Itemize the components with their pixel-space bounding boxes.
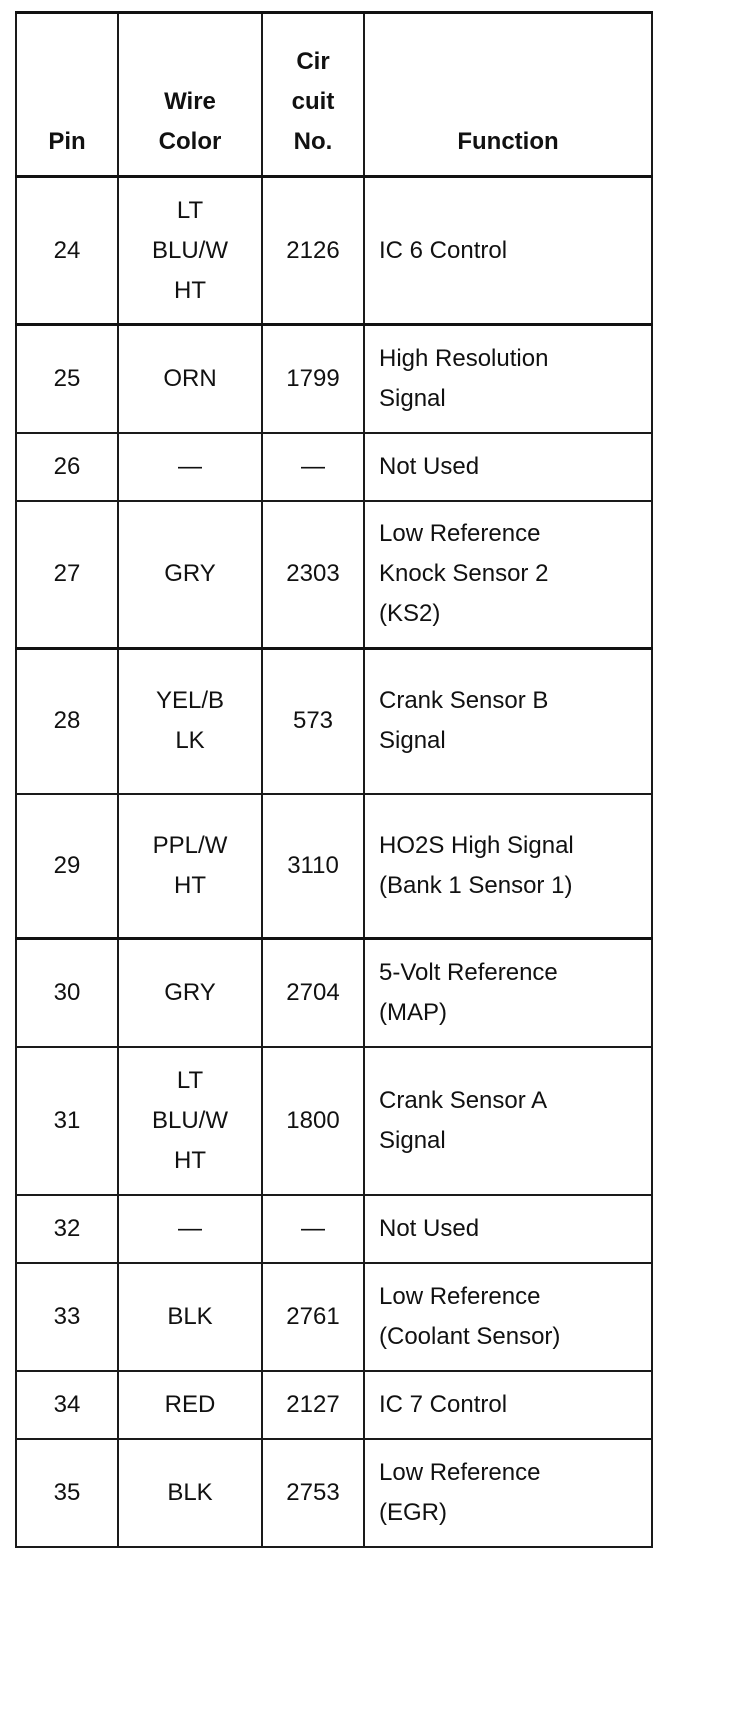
- function-cell: Not Used: [364, 433, 652, 501]
- circuit-no-cell: —: [262, 1195, 364, 1263]
- header-circuit-no: Cir cuit No.: [262, 13, 364, 177]
- function-cell: Low Reference Knock Sensor 2 (KS2): [364, 501, 652, 649]
- table-row: [16, 794, 652, 939]
- function-cell: Crank Sensor B Signal: [364, 649, 652, 794]
- pin-cell: 30: [16, 939, 118, 1047]
- circuit-no-cell: 2127: [262, 1371, 364, 1439]
- table-header-row: [16, 13, 652, 177]
- wire-color-cell: GRY: [118, 501, 262, 649]
- table-row: [16, 1263, 652, 1371]
- pin-cell: 34: [16, 1371, 118, 1439]
- circuit-no-cell: 2753: [262, 1439, 364, 1547]
- table-row: [16, 1047, 652, 1195]
- function-cell: HO2S High Signal (Bank 1 Sensor 1): [364, 794, 652, 939]
- function-cell: IC 7 Control: [364, 1371, 652, 1439]
- wire-color-cell: GRY: [118, 939, 262, 1047]
- circuit-no-cell: 1799: [262, 325, 364, 433]
- pin-cell: 25: [16, 325, 118, 433]
- pin-cell: 33: [16, 1263, 118, 1371]
- circuit-no-cell: 3110: [262, 794, 364, 939]
- wire-color-cell: BLK: [118, 1439, 262, 1547]
- pin-cell: 24: [16, 177, 118, 325]
- function-cell: Crank Sensor A Signal: [364, 1047, 652, 1195]
- pin-cell: 28: [16, 649, 118, 794]
- wire-color-cell: LT BLU/W HT: [118, 1047, 262, 1195]
- wire-color-cell: YEL/B LK: [118, 649, 262, 794]
- wire-color-cell: —: [118, 1195, 262, 1263]
- wire-color-cell: —: [118, 433, 262, 501]
- function-cell: Not Used: [364, 1195, 652, 1263]
- pin-cell: 35: [16, 1439, 118, 1547]
- wire-color-cell: ORN: [118, 325, 262, 433]
- circuit-no-cell: 2704: [262, 939, 364, 1047]
- connector-pinout-table: [15, 11, 653, 1548]
- header-wire-color: Wire Color: [118, 13, 262, 177]
- table-row: [16, 501, 652, 649]
- header-function: Function: [364, 13, 652, 177]
- table-row: [16, 649, 652, 794]
- circuit-no-cell: —: [262, 433, 364, 501]
- circuit-no-cell: 2303: [262, 501, 364, 649]
- function-cell: Low Reference (EGR): [364, 1439, 652, 1547]
- wire-color-cell: LT BLU/W HT: [118, 177, 262, 325]
- table-body: [16, 177, 652, 1547]
- circuit-no-cell: 1800: [262, 1047, 364, 1195]
- function-cell: 5-Volt Reference (MAP): [364, 939, 652, 1047]
- pin-cell: 29: [16, 794, 118, 939]
- header-pin: Pin: [16, 13, 118, 177]
- table-row: [16, 1195, 652, 1263]
- pin-cell: 32: [16, 1195, 118, 1263]
- pin-cell: 26: [16, 433, 118, 501]
- pinout-table-container: [15, 11, 653, 1548]
- pin-cell: 27: [16, 501, 118, 649]
- table-row: [16, 177, 652, 325]
- table-row: [16, 1371, 652, 1439]
- pin-cell: 31: [16, 1047, 118, 1195]
- circuit-no-cell: 573: [262, 649, 364, 794]
- wire-color-cell: RED: [118, 1371, 262, 1439]
- table-row: [16, 1439, 652, 1547]
- function-cell: IC 6 Control: [364, 177, 652, 325]
- table-row: [16, 325, 652, 433]
- table-row: [16, 433, 652, 501]
- wire-color-cell: PPL/W HT: [118, 794, 262, 939]
- table-row: [16, 939, 652, 1047]
- function-cell: High Resolution Signal: [364, 325, 652, 433]
- function-cell: Low Reference (Coolant Sensor): [364, 1263, 652, 1371]
- circuit-no-cell: 2126: [262, 177, 364, 325]
- wire-color-cell: BLK: [118, 1263, 262, 1371]
- circuit-no-cell: 2761: [262, 1263, 364, 1371]
